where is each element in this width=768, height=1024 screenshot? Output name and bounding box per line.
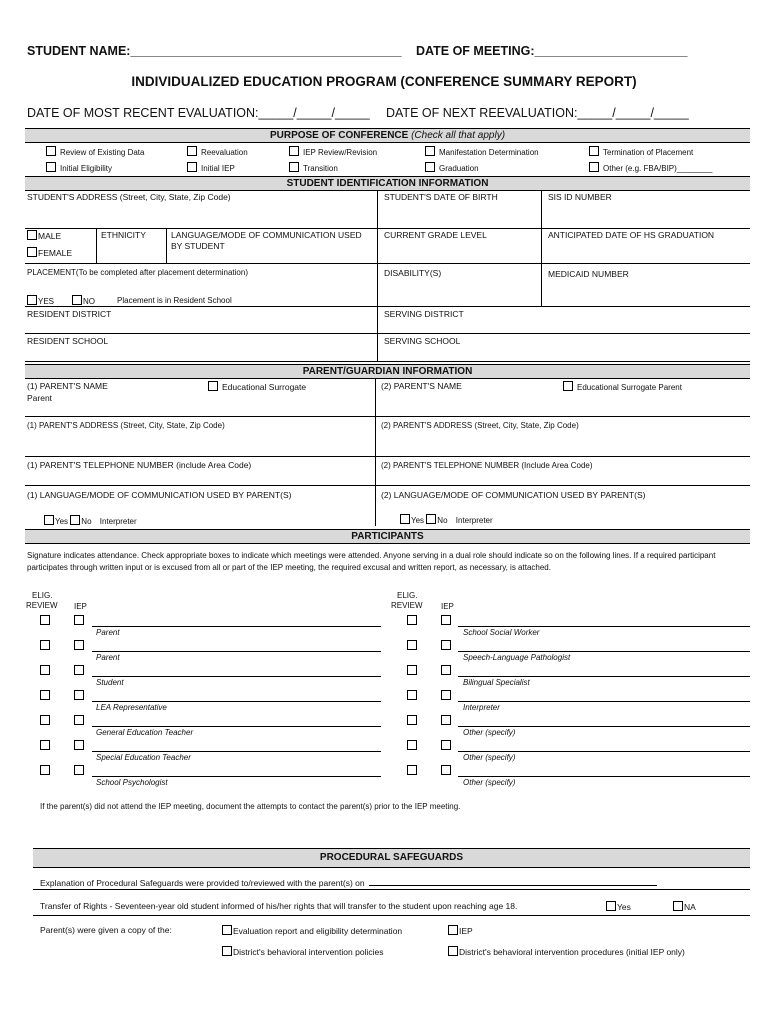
elig-review-checkbox[interactable] [40, 740, 50, 750]
parent-info-heading: PARENT/GUARDIAN INFORMATION [25, 364, 750, 379]
checkbox-icon[interactable] [289, 162, 299, 172]
review-header-right: REVIEW [391, 601, 423, 610]
purpose-heading [25, 128, 750, 143]
transfer-yes-option[interactable]: Yes [606, 901, 631, 912]
signature-line[interactable] [92, 676, 381, 677]
divider [25, 485, 750, 486]
participant-role-label: Special Education Teacher [96, 753, 191, 762]
purpose-option[interactable]: Initial IEP [187, 162, 235, 173]
iep-checkbox[interactable] [441, 690, 451, 700]
behavior-policies-option[interactable]: District's behavioral intervention policies [222, 946, 383, 957]
resident-school-label: RESIDENT SCHOOL [27, 336, 109, 346]
iep-checkbox[interactable] [74, 740, 84, 750]
checkbox-icon[interactable] [72, 295, 82, 305]
checkbox-icon[interactable] [187, 146, 197, 156]
elig-review-checkbox[interactable] [407, 715, 417, 725]
participants-instructions: Signature indicates attendance. Check appropriate boxes to indicate which meetings were attended. Anyone serving in a dual role should indicate so on the following lines. If a required participant participates through written input or is excused from all or part of the IEP meeting, the required excusal and written report, as necessary, is attached. [27, 551, 716, 572]
signature-line[interactable] [458, 751, 750, 752]
elig-header-right: ELIG. [397, 591, 418, 600]
checkbox-icon[interactable] [27, 295, 37, 305]
divider [25, 361, 750, 362]
iep-checkbox[interactable] [441, 740, 451, 750]
elig-review-checkbox[interactable] [407, 665, 417, 675]
signature-line[interactable] [92, 776, 381, 777]
signature-line[interactable] [92, 751, 381, 752]
checkbox-icon[interactable] [400, 514, 410, 524]
elig-header-left: ELIG. [32, 591, 53, 600]
checkbox-icon[interactable] [208, 381, 218, 391]
elig-review-checkbox[interactable] [407, 765, 417, 775]
participant-role-label: School Psychologist [96, 778, 168, 787]
participant-role-label: Other (specify) [463, 728, 516, 737]
iep-checkbox[interactable] [441, 765, 451, 775]
participant-role-label: Bilingual Specialist [463, 678, 530, 687]
divider [25, 263, 750, 264]
parent1-phone-label: (1) PARENT'S TELEPHONE NUMBER (include Area Code) [27, 460, 252, 470]
checkbox-icon[interactable] [448, 925, 458, 935]
iep-checkbox[interactable] [74, 765, 84, 775]
grade-level-label: CURRENT GRADE LEVEL [384, 230, 487, 240]
signature-line[interactable] [458, 776, 750, 777]
checkbox-icon[interactable] [426, 514, 436, 524]
purpose-option[interactable]: Graduation [425, 162, 479, 173]
transfer-na-option[interactable]: NA [673, 901, 696, 912]
parent2-interpreter-options[interactable]: Yes No Interpreter [400, 514, 493, 525]
checkbox-icon[interactable] [448, 946, 458, 956]
purpose-heading-text: PURPOSE OF CONFERENCE [269, 130, 409, 141]
next-reevaluation-date-field[interactable]: DATE OF NEXT REEVALUATION:_____/_____/_____ [386, 106, 689, 120]
purpose-option[interactable]: Review of Existing Data [46, 146, 144, 157]
student-name-field[interactable]: STUDENT NAME:_______________________________________ [27, 44, 402, 58]
elig-review-checkbox[interactable] [40, 640, 50, 650]
student-dob-label: STUDENT'S DATE OF BIRTH [384, 192, 498, 202]
signature-line[interactable] [92, 701, 381, 702]
iep-checkbox[interactable] [441, 665, 451, 675]
divider [96, 228, 97, 263]
parent2-address-label: (2) PARENT'S ADDRESS (Street, City, State, Zip Code) [381, 421, 579, 430]
checkbox-icon[interactable] [222, 946, 232, 956]
form-title: INDIVIDUALIZED EDUCATION PROGRAM (CONFERENCE SUMMARY REPORT) [131, 74, 637, 89]
checkbox-icon[interactable] [70, 515, 80, 525]
checkbox-icon[interactable] [222, 925, 232, 935]
checkbox-icon[interactable] [673, 901, 683, 911]
placement-note: Placement is in Resident School [117, 296, 232, 305]
participant-role-label: LEA Representative [96, 703, 167, 712]
participant-role-label: General Education Teacher [96, 728, 194, 737]
elig-review-checkbox[interactable] [40, 690, 50, 700]
participant-role-label: Other (specify) [463, 753, 516, 762]
medicaid-label: MEDICAID NUMBER [548, 269, 629, 279]
purpose-heading-note: (Check all that apply) [411, 130, 506, 141]
signature-line[interactable] [92, 626, 381, 627]
participant-role-label: Other (specify) [463, 778, 516, 787]
student-language-label: LANGUAGE/MODE OF COMMUNICATION USED BY STUDENT [171, 230, 362, 251]
elig-review-checkbox[interactable] [40, 615, 50, 625]
signature-line[interactable] [92, 726, 381, 727]
female-option[interactable]: FEMALE [27, 247, 72, 258]
signature-line[interactable] [458, 626, 750, 627]
elig-review-checkbox[interactable] [407, 615, 417, 625]
elig-review-checkbox[interactable] [407, 640, 417, 650]
parent2-name-label: (2) PARENT'S NAME [381, 381, 462, 391]
participant-role-label: Interpreter [463, 703, 500, 712]
placement-no-option[interactable]: NO [72, 295, 95, 306]
iep-checkbox[interactable] [74, 690, 84, 700]
sis-id-label: SIS ID NUMBER [548, 192, 612, 202]
eval-report-option[interactable]: Evaluation report and eligibility determination [222, 925, 402, 936]
safeguards-heading: PROCEDURAL SAFEGUARDS [33, 848, 750, 868]
checkbox-icon[interactable] [46, 146, 56, 156]
parent2-surrogate-option[interactable]: Educational Surrogate Parent [563, 381, 682, 392]
signature-line[interactable] [458, 676, 750, 677]
checkbox-icon[interactable] [27, 230, 37, 240]
parent1-address-label: (1) PARENT'S ADDRESS (Street, City, State, Zip Code) [27, 421, 225, 430]
student-info-heading: STUDENT IDENTIFICATION INFORMATION [25, 176, 750, 191]
iep-checkbox[interactable] [441, 640, 451, 650]
ethnicity-label: ETHNICITY [101, 230, 146, 240]
participant-role-label: Parent [96, 628, 120, 637]
serving-district-label: SERVING DISTRICT [384, 309, 464, 319]
purpose-option[interactable]: Transition [289, 162, 338, 173]
iep-header-left: IEP [74, 602, 87, 611]
divider [33, 889, 750, 890]
iep-copy-option[interactable]: IEP [448, 925, 473, 936]
divider [25, 306, 750, 307]
behavior-procedures-option[interactable]: District's behavioral intervention procedures (initial IEP only) [448, 946, 685, 957]
divider [375, 378, 376, 526]
iep-checkbox[interactable] [74, 665, 84, 675]
recent-evaluation-date-field[interactable]: DATE OF MOST RECENT EVALUATION:_____/_____/_____ [27, 106, 370, 120]
iep-checkbox[interactable] [74, 640, 84, 650]
divider [25, 228, 750, 229]
date-of-meeting-field[interactable]: DATE OF MEETING:______________________ [416, 44, 688, 58]
parent1-language-label: (1) LANGUAGE/MODE OF COMMUNICATION USED BY PARENT(S) [27, 490, 292, 500]
purpose-option[interactable]: Termination of Placement [589, 146, 693, 157]
signature-line[interactable] [92, 651, 381, 652]
checkbox-icon[interactable] [425, 146, 435, 156]
participant-role-label: Parent [96, 653, 120, 662]
participant-role-label: Student [96, 678, 124, 687]
divider [166, 228, 167, 263]
iep-checkbox[interactable] [74, 615, 84, 625]
parent2-language-label: (2) LANGUAGE/MODE OF COMMUNICATION USED BY PARENT(S) [381, 490, 646, 500]
signature-line[interactable] [458, 726, 750, 727]
student-address-label: STUDENT'S ADDRESS (Street, City, State, Zip Code) [27, 192, 231, 202]
checkbox-icon[interactable] [187, 162, 197, 172]
disability-label: DISABILITY(S) [384, 268, 442, 278]
parent-not-attend-note: If the parent(s) did not attend the IEP meeting, document the attempts to contact the parent(s) prior to the IEP meeting. [40, 802, 461, 811]
checkbox-icon[interactable] [289, 146, 299, 156]
divider [25, 416, 750, 417]
resident-district-label: RESIDENT DISTRICT [27, 309, 112, 319]
parent1-name-label: (1) PARENT'S NAME [27, 381, 108, 391]
checkbox-icon[interactable] [27, 247, 37, 257]
parent2-phone-label: (2) PARENT'S TELEPHONE NUMBER (Include Area Code) [381, 461, 593, 470]
checkbox-icon[interactable] [46, 162, 56, 172]
participant-role-label: School Social Worker [463, 628, 540, 637]
parent1-surrogate-option[interactable]: Educational Surrogate [208, 381, 306, 392]
purpose-option[interactable]: IEP Review/Revision [289, 146, 377, 157]
iep-checkbox[interactable] [441, 715, 451, 725]
divider [377, 190, 378, 361]
checkbox-icon[interactable] [589, 162, 599, 172]
graduation-date-label: ANTICIPATED DATE OF HS GRADUATION [548, 230, 715, 240]
elig-review-checkbox[interactable] [40, 665, 50, 675]
safeguards-explanation[interactable]: Explanation of Procedural Safeguards were provided to/reviewed with the parent(s) on [40, 878, 657, 888]
checkbox-icon[interactable] [44, 515, 54, 525]
copy-of-label: Parent(s) were given a copy of the: [40, 925, 172, 935]
elig-review-checkbox[interactable] [407, 740, 417, 750]
elig-review-checkbox[interactable] [40, 715, 50, 725]
signature-line[interactable] [458, 651, 750, 652]
elig-review-checkbox[interactable] [40, 765, 50, 775]
review-header-left: REVIEW [26, 601, 58, 610]
checkbox-icon[interactable] [589, 146, 599, 156]
purpose-option[interactable]: Initial Eligibility [46, 162, 112, 173]
purpose-option[interactable]: Reevaluation [187, 146, 248, 157]
signature-line[interactable] [458, 701, 750, 702]
serving-school-label: SERVING SCHOOL [384, 336, 461, 346]
purpose-option[interactable]: Manifestation Determination [425, 146, 539, 157]
placement-label: PLACEMENT(To be completed after placement determination) [27, 268, 248, 277]
divider [25, 456, 750, 457]
divider [33, 915, 750, 916]
male-option[interactable]: MALE [27, 230, 61, 241]
checkbox-icon[interactable] [425, 162, 435, 172]
iep-header-right: IEP [441, 602, 454, 611]
participants-heading: PARTICIPANTS [25, 529, 750, 544]
elig-review-checkbox[interactable] [407, 690, 417, 700]
participant-role-label: Speech-Language Pathologist [463, 653, 571, 662]
purpose-option[interactable]: Other (e.g. FBA/BIP)________ [589, 162, 712, 173]
iep-checkbox[interactable] [441, 615, 451, 625]
checkbox-icon[interactable] [563, 381, 573, 391]
transfer-of-rights: Transfer of Rights - Seventeen-year old student informed of his/her rights that will transfer to the student upon reaching age 18. [40, 901, 518, 911]
checkbox-icon[interactable] [606, 901, 616, 911]
parent1-interpreter-options[interactable]: Yes No Interpreter [44, 515, 137, 526]
divider [541, 190, 542, 306]
parent1-surrogate-label-cont: Parent [27, 393, 53, 403]
iep-checkbox[interactable] [74, 715, 84, 725]
placement-yes-option[interactable]: YES [27, 295, 54, 306]
divider [25, 333, 750, 334]
